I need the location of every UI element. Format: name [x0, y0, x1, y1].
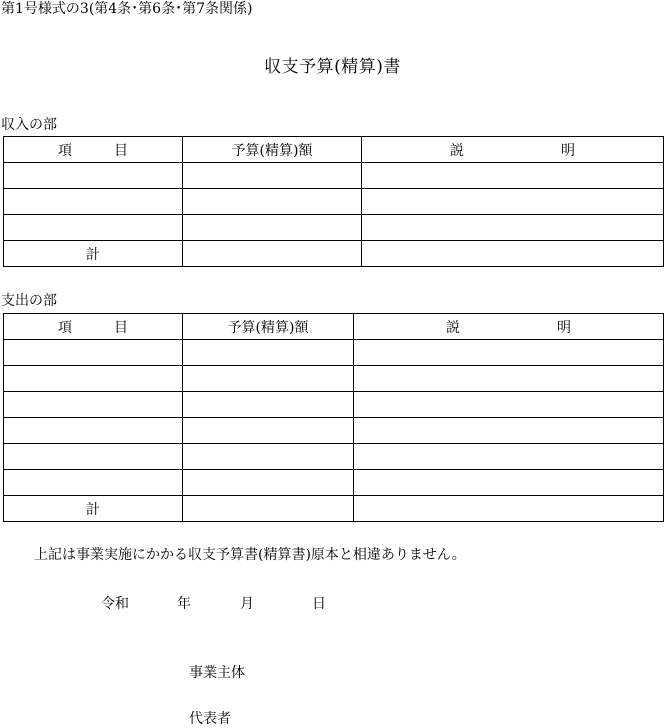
amount-cell[interactable] [183, 418, 354, 444]
description-cell[interactable] [354, 444, 664, 470]
day-label: 日 [312, 596, 326, 612]
item-cell[interactable] [4, 470, 183, 496]
description-cell[interactable] [354, 470, 664, 496]
amount-header: 予算(精算)額 [183, 137, 362, 163]
total-amount-cell[interactable] [183, 241, 362, 267]
item-header: 項目 [4, 137, 183, 163]
description-cell[interactable] [354, 418, 664, 444]
year-label: 年 [177, 596, 191, 612]
total-description-cell[interactable] [362, 241, 664, 267]
table-row [4, 340, 664, 366]
era-label: 令和 [101, 596, 129, 612]
income-header-row [4, 137, 664, 163]
table-row [4, 189, 664, 215]
description-cell[interactable] [362, 163, 664, 189]
total-label: 計 [4, 241, 183, 267]
table-row [4, 215, 664, 241]
amount-header: 予算(精算)額 [183, 314, 354, 340]
item-cell[interactable] [4, 189, 183, 215]
total-description-cell[interactable] [354, 496, 664, 522]
amount-cell[interactable] [183, 163, 362, 189]
item-header: 項目 [4, 314, 183, 340]
total-label: 計 [4, 496, 183, 522]
item-cell[interactable] [4, 163, 183, 189]
description-header: 説明 [354, 314, 664, 340]
description-cell[interactable] [354, 340, 664, 366]
expense-total-row [4, 496, 664, 522]
income-total-row [4, 241, 664, 267]
amount-cell[interactable] [183, 392, 354, 418]
description-cell[interactable] [362, 189, 664, 215]
table-row [4, 470, 664, 496]
item-cell[interactable] [4, 215, 183, 241]
item-cell[interactable] [4, 340, 183, 366]
amount-cell[interactable] [183, 366, 354, 392]
document-title: 収支予算(精算)書 [264, 57, 401, 77]
table-row [4, 366, 664, 392]
total-amount-cell[interactable] [183, 496, 354, 522]
expense-section-heading: 支出の部 [1, 293, 57, 309]
income-section-heading: 収入の部 [1, 117, 57, 133]
amount-cell[interactable] [183, 189, 362, 215]
amount-cell[interactable] [183, 340, 354, 366]
representative-label: 代表者 [189, 711, 231, 727]
table-row [4, 444, 664, 470]
table-row [4, 163, 664, 189]
form-number: 第1号様式の3(第4条･第6条･第7条関係) [1, 1, 253, 17]
table-row [4, 418, 664, 444]
item-cell[interactable] [4, 418, 183, 444]
description-header: 説明 [362, 137, 664, 163]
item-cell[interactable] [4, 392, 183, 418]
amount-cell[interactable] [183, 215, 362, 241]
income-table [3, 136, 664, 267]
amount-cell[interactable] [183, 444, 354, 470]
item-cell[interactable] [4, 366, 183, 392]
organization-label: 事業主体 [189, 665, 245, 681]
month-label: 月 [240, 596, 254, 612]
expense-header-row [4, 314, 664, 340]
amount-cell[interactable] [183, 470, 354, 496]
item-cell[interactable] [4, 444, 183, 470]
description-cell[interactable] [354, 366, 664, 392]
expense-table [3, 313, 664, 522]
description-cell[interactable] [354, 392, 664, 418]
table-row [4, 392, 664, 418]
certification-statement: 上記は事業実施にかかる収支予算書(精算書)原本と相違ありません。 [34, 547, 466, 563]
description-cell[interactable] [362, 215, 664, 241]
